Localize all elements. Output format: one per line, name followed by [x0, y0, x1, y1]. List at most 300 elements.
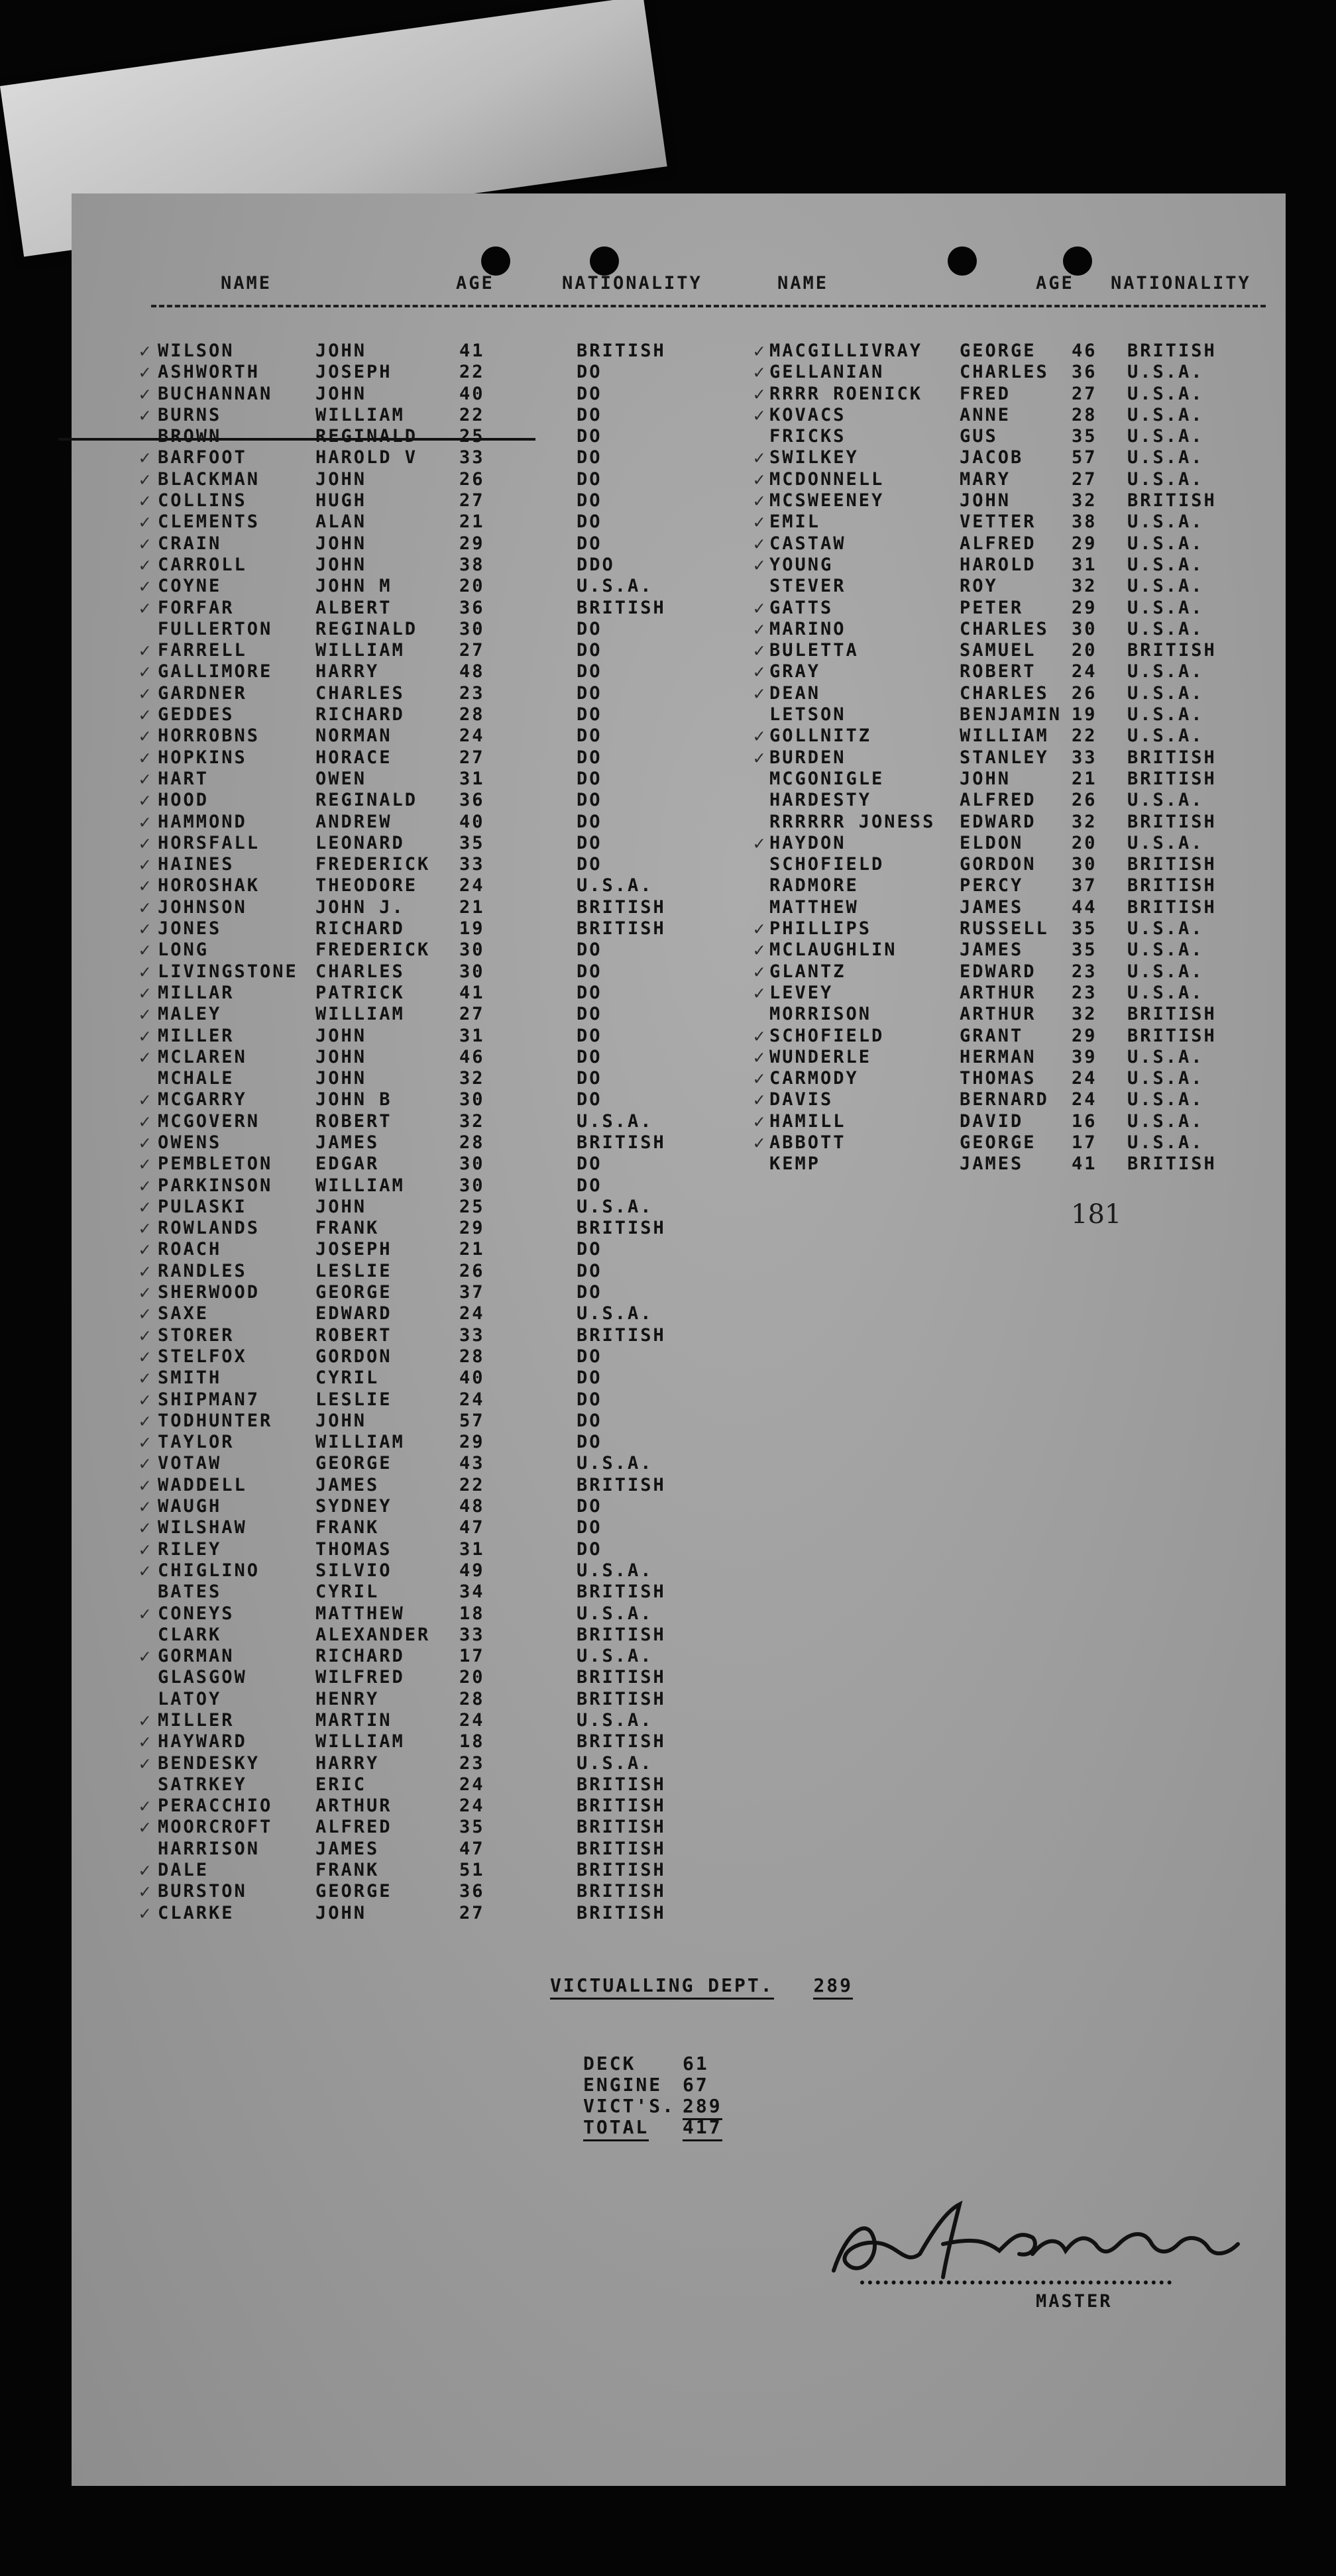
check-mark: ✓ — [753, 596, 767, 619]
check-mark: ✓ — [139, 1431, 152, 1454]
crew-age: 39 — [1072, 1046, 1097, 1067]
total-label: TOTAL — [583, 2116, 649, 2141]
crew-age: 32 — [459, 1068, 485, 1089]
crew-nationality: U.S.A. — [1127, 939, 1204, 961]
crew-age: 57 — [1072, 447, 1097, 468]
crew-given-name: ANNE — [960, 404, 1011, 425]
crew-nationality: DO — [577, 1239, 602, 1260]
nationality-header-right: NATIONALITY — [1111, 273, 1251, 294]
punch-hole — [590, 246, 619, 276]
check-mark: ✓ — [139, 1153, 152, 1175]
crew-age: 27 — [459, 640, 485, 661]
crew-nationality: U.S.A. — [577, 576, 653, 597]
crew-given-name: RUSSELL — [960, 918, 1049, 939]
crew-nationality: BRITISH — [577, 1838, 666, 1859]
crew-surname: SCHOFIELD — [769, 854, 885, 875]
crew-surname: MOORCROFT — [158, 1817, 273, 1838]
crew-given-name: THOMAS — [960, 1068, 1036, 1089]
crew-nationality: U.S.A. — [1127, 576, 1204, 597]
header-divider — [151, 305, 1266, 307]
crew-age: 46 — [1072, 341, 1097, 361]
crew-nationality: DO — [577, 1346, 602, 1367]
crew-given-name: RICHARD — [315, 918, 405, 939]
check-mark: ✓ — [139, 1131, 152, 1154]
check-mark: ✓ — [139, 853, 152, 876]
crew-age: 26 — [459, 468, 485, 490]
crew-nationality: U.S.A. — [1127, 362, 1204, 383]
crew-given-name: HARRY — [315, 661, 380, 682]
crew-surname: CLEMENTS — [158, 511, 260, 533]
crew-age: 47 — [459, 1838, 485, 1859]
crew-age: 23 — [1072, 982, 1097, 1003]
crew-age: 31 — [459, 1538, 485, 1560]
crew-age: 40 — [459, 811, 485, 832]
crew-given-name: JOHN — [315, 1196, 367, 1217]
check-mark: ✓ — [139, 382, 152, 405]
crew-age: 28 — [459, 1688, 485, 1709]
check-mark: ✓ — [139, 1388, 152, 1411]
punch-hole — [948, 246, 977, 276]
crew-nationality: U.S.A. — [1127, 404, 1204, 425]
crew-nationality: BRITISH — [577, 1902, 666, 1923]
crew-surname: MILLAR — [158, 982, 235, 1003]
crew-surname: RADMORE — [769, 875, 859, 896]
crew-surname: MILLER — [158, 1025, 235, 1046]
crew-given-name: CHARLES — [960, 618, 1049, 639]
crew-surname: HAYDON — [769, 832, 846, 853]
crew-surname: CONEYS — [158, 1603, 235, 1624]
check-mark: ✓ — [139, 1260, 152, 1282]
check-mark: ✓ — [139, 1602, 152, 1625]
crew-given-name: JAMES — [960, 896, 1024, 918]
crew-surname: PEMBLETON — [158, 1154, 273, 1175]
crew-age: 20 — [1072, 832, 1097, 853]
check-mark: ✓ — [139, 1003, 152, 1026]
crew-given-name: CYRIL — [315, 1368, 380, 1389]
check-mark: ✓ — [139, 1709, 152, 1731]
crew-given-name: WILLIAM — [315, 1004, 405, 1025]
check-mark: ✓ — [139, 1859, 152, 1882]
crew-nationality: DO — [577, 1068, 602, 1089]
crew-age: 25 — [459, 1196, 485, 1217]
punch-hole — [1063, 246, 1092, 276]
crew-nationality: BRITISH — [577, 896, 666, 918]
crew-age: 27 — [459, 747, 485, 768]
crew-surname: MATTHEW — [769, 896, 859, 918]
crew-nationality: BRITISH — [577, 1474, 666, 1495]
crew-nationality: DO — [577, 362, 602, 383]
crew-age: 21 — [459, 896, 485, 918]
crew-nationality: DO — [577, 447, 602, 468]
crew-age: 41 — [459, 982, 485, 1003]
crew-given-name: JAMES — [315, 1132, 380, 1153]
crew-surname: BENDESKY — [158, 1752, 260, 1774]
crew-given-name: ALFRED — [960, 790, 1036, 811]
check-mark: ✓ — [139, 1880, 152, 1903]
check-mark: ✓ — [139, 1217, 152, 1240]
crew-given-name: EDWARD — [315, 1303, 392, 1324]
crew-surname: SMITH — [158, 1368, 222, 1389]
crew-nationality: BRITISH — [1127, 1154, 1217, 1175]
check-mark: ✓ — [753, 1110, 767, 1132]
crew-nationality: U.S.A. — [1127, 1089, 1204, 1110]
crew-given-name: ARTHUR — [960, 1004, 1036, 1025]
crew-age: 30 — [459, 939, 485, 961]
crew-given-name: HARRY — [315, 1752, 380, 1774]
crew-surname: RANDLES — [158, 1260, 247, 1281]
crew-nationality: U.S.A. — [577, 1710, 653, 1731]
crew-given-name: JOHN — [315, 554, 367, 575]
crew-nationality: U.S.A. — [1127, 918, 1204, 939]
check-mark: ✓ — [753, 981, 767, 1004]
crew-surname: BLACKMAN — [158, 468, 260, 490]
check-mark: ✓ — [139, 682, 152, 704]
crew-given-name: GRANT — [960, 1025, 1024, 1046]
crew-age: 32 — [1072, 811, 1097, 832]
check-mark: ✓ — [753, 918, 767, 940]
crew-given-name: JOHN — [315, 1046, 367, 1067]
crew-age: 36 — [459, 1881, 485, 1902]
check-mark: ✓ — [139, 553, 152, 576]
crew-age: 25 — [459, 426, 485, 447]
crew-given-name: JOHN — [960, 490, 1011, 511]
check-mark: ✓ — [139, 1731, 152, 1753]
check-mark: ✓ — [139, 1645, 152, 1668]
crew-given-name: SILVIO — [315, 1560, 392, 1581]
crew-nationality: U.S.A. — [577, 875, 653, 896]
crew-surname: TODHUNTER — [158, 1410, 273, 1431]
name-header-right: NAME — [777, 273, 829, 294]
crew-given-name: JOHN — [960, 768, 1011, 789]
total-value: 67 — [683, 2074, 709, 2096]
crew-given-name: LEONARD — [315, 832, 405, 853]
crew-given-name: JAMES — [960, 1154, 1024, 1175]
total-value: 289 — [683, 2095, 722, 2120]
crew-nationality: BRITISH — [577, 1667, 666, 1688]
crew-given-name: WILLIAM — [315, 1731, 405, 1752]
check-mark: ✓ — [139, 767, 152, 790]
crew-surname: STELFOX — [158, 1346, 247, 1367]
crew-surname: ASHWORTH — [158, 362, 260, 383]
crew-nationality: DO — [577, 939, 602, 961]
crew-nationality: DO — [577, 383, 602, 404]
crew-given-name: FRANK — [315, 1517, 380, 1538]
crew-given-name: DAVID — [960, 1110, 1024, 1132]
crew-surname: BULETTA — [769, 640, 859, 661]
check-mark: ✓ — [753, 532, 767, 555]
crew-given-name: ROBERT — [315, 1324, 392, 1346]
crew-given-name: THOMAS — [315, 1538, 392, 1560]
crew-surname: GOLLNITZ — [769, 725, 872, 747]
crew-surname: ROWLANDS — [158, 1218, 260, 1239]
crew-nationality: DO — [577, 1282, 602, 1303]
crew-age: 22 — [459, 1474, 485, 1495]
crew-age: 24 — [459, 1710, 485, 1731]
crew-given-name: WILLIAM — [315, 1175, 405, 1196]
crew-given-name: CHARLES — [315, 682, 405, 704]
total-label: VICT'S. — [583, 2095, 676, 2117]
crew-age: 30 — [459, 618, 485, 639]
crew-given-name: JACOB — [960, 447, 1024, 468]
check-mark: ✓ — [139, 490, 152, 512]
crew-nationality: U.S.A. — [1127, 704, 1204, 725]
crew-nationality: U.S.A. — [1127, 790, 1204, 811]
check-mark: ✓ — [753, 340, 767, 362]
check-mark: ✓ — [139, 981, 152, 1004]
crew-age: 49 — [459, 1560, 485, 1581]
crew-surname: MCLAUGHLIN — [769, 939, 897, 961]
crew-given-name: ROBERT — [960, 661, 1036, 682]
crew-given-name: GEORGE — [315, 1282, 392, 1303]
crew-surname: GALLIMORE — [158, 661, 273, 682]
crew-age: 30 — [459, 1175, 485, 1196]
crew-nationality: BRITISH — [1127, 811, 1217, 832]
crew-given-name: RICHARD — [315, 1646, 405, 1667]
check-mark: ✓ — [753, 1131, 767, 1154]
crew-surname: LONG — [158, 939, 209, 961]
crew-given-name: EDWARD — [960, 811, 1036, 832]
crew-given-name: JOHN — [315, 1902, 367, 1923]
crew-given-name: THEODORE — [315, 875, 418, 896]
crew-given-name: GUS — [960, 426, 998, 447]
crew-surname: MALEY — [158, 1004, 222, 1025]
check-mark: ✓ — [753, 403, 767, 426]
crew-age: 19 — [459, 918, 485, 939]
check-mark: ✓ — [139, 1495, 152, 1518]
crew-age: 30 — [1072, 854, 1097, 875]
crew-surname: MORRISON — [769, 1004, 872, 1025]
crew-surname: VOTAW — [158, 1453, 222, 1474]
crew-age: 27 — [459, 490, 485, 511]
crew-given-name: JOHN M — [315, 576, 392, 597]
crew-nationality: U.S.A. — [577, 1303, 653, 1324]
crew-surname: ABBOTT — [769, 1132, 846, 1153]
crew-given-name: JOHN — [315, 1410, 367, 1431]
crew-surname: WILSON — [158, 341, 235, 361]
crew-age: 33 — [459, 1624, 485, 1645]
crew-surname: FARRELL — [158, 640, 247, 661]
crew-given-name: ROY — [960, 576, 998, 597]
crew-nationality: DO — [577, 1260, 602, 1281]
crew-given-name: PERCY — [960, 875, 1024, 896]
crew-surname: JOHNSON — [158, 896, 247, 918]
crew-given-name: JOHN — [315, 383, 367, 404]
check-mark: ✓ — [139, 789, 152, 812]
crew-surname: JONES — [158, 918, 222, 939]
crew-surname: TAYLOR — [158, 1432, 235, 1453]
crew-age: 23 — [459, 682, 485, 704]
crew-nationality: DO — [577, 1175, 602, 1196]
crew-nationality: U.S.A. — [577, 1110, 653, 1132]
crew-given-name: PETER — [960, 597, 1024, 618]
crew-nationality: U.S.A. — [1127, 1110, 1204, 1132]
crew-given-name: JOHN — [315, 341, 367, 361]
crew-given-name: MARY — [960, 468, 1011, 490]
check-mark: ✓ — [139, 1195, 152, 1218]
crew-age: 30 — [459, 1154, 485, 1175]
crew-surname: CARROLL — [158, 554, 247, 575]
crew-given-name: WILLIAM — [960, 725, 1049, 747]
crew-nationality: BRITISH — [577, 918, 666, 939]
crew-surname: BATES — [158, 1582, 222, 1603]
crew-age: 34 — [459, 1582, 485, 1603]
punch-hole — [481, 246, 510, 276]
crew-age: 57 — [459, 1410, 485, 1431]
check-mark: ✓ — [139, 1345, 152, 1368]
crew-nationality: DO — [577, 790, 602, 811]
crew-nationality: DO — [577, 854, 602, 875]
crew-nationality: U.S.A. — [1127, 1068, 1204, 1089]
crew-age: 47 — [459, 1517, 485, 1538]
crew-age: 27 — [1072, 383, 1097, 404]
check-mark: ✓ — [139, 1559, 152, 1582]
check-mark: ✓ — [139, 810, 152, 833]
crew-age: 27 — [1072, 468, 1097, 490]
crew-age: 23 — [1072, 961, 1097, 982]
crew-nationality: BRITISH — [1127, 896, 1217, 918]
check-mark: ✓ — [139, 1281, 152, 1304]
crew-age: 51 — [459, 1860, 485, 1881]
crew-nationality: BRITISH — [577, 1881, 666, 1902]
crew-nationality: U.S.A. — [1127, 383, 1204, 404]
crew-nationality: BRITISH — [1127, 490, 1217, 511]
check-mark: ✓ — [753, 553, 767, 576]
crew-surname: FULLERTON — [158, 618, 273, 639]
crew-given-name: RICHARD — [315, 704, 405, 725]
crew-age: 24 — [459, 1389, 485, 1410]
check-mark: ✓ — [753, 382, 767, 405]
crew-surname: ROACH — [158, 1239, 222, 1260]
crew-nationality: DO — [577, 1368, 602, 1389]
crew-age: 37 — [459, 1282, 485, 1303]
crew-age: 29 — [1072, 597, 1097, 618]
crew-given-name: LESLIE — [315, 1260, 392, 1281]
crew-nationality: U.S.A. — [1127, 468, 1204, 490]
crew-age: 35 — [1072, 918, 1097, 939]
crew-given-name: ELDON — [960, 832, 1024, 853]
crew-surname: HAMMOND — [158, 811, 247, 832]
crew-age: 29 — [459, 1432, 485, 1453]
crew-surname: CRAIN — [158, 533, 222, 554]
crew-nationality: U.S.A. — [1127, 682, 1204, 704]
crew-given-name: JAMES — [315, 1474, 380, 1495]
crew-surname: BURSTON — [158, 1881, 247, 1902]
crew-nationality: BRITISH — [1127, 747, 1217, 768]
crew-age: 43 — [459, 1453, 485, 1474]
crew-given-name: FREDERICK — [315, 939, 431, 961]
crew-age: 41 — [1072, 1154, 1097, 1175]
crew-age: 33 — [1072, 747, 1097, 768]
crew-age: 38 — [459, 554, 485, 575]
crew-surname: BUCHANNAN — [158, 383, 273, 404]
check-mark: ✓ — [139, 896, 152, 918]
crew-given-name: JOHN — [315, 533, 367, 554]
crew-age: 41 — [459, 341, 485, 361]
crew-nationality: BRITISH — [577, 1774, 666, 1795]
crew-given-name: CHARLES — [960, 362, 1049, 383]
crew-age: 22 — [459, 362, 485, 383]
crew-given-name: GEORGE — [315, 1453, 392, 1474]
crew-surname: KEMP — [769, 1154, 821, 1175]
crew-given-name: JOSEPH — [315, 1239, 392, 1260]
crew-surname: PARKINSON — [158, 1175, 273, 1196]
check-mark: ✓ — [139, 1174, 152, 1197]
crew-surname: RRRR ROENICK — [769, 383, 923, 404]
crew-surname: GARDNER — [158, 682, 247, 704]
check-mark: ✓ — [139, 1902, 152, 1924]
crew-given-name: WILLIAM — [315, 640, 405, 661]
crew-nationality: U.S.A. — [1127, 447, 1204, 468]
crew-surname: FRICKS — [769, 426, 846, 447]
crew-given-name: CHARLES — [315, 961, 405, 982]
check-mark: ✓ — [753, 939, 767, 961]
crew-age: 35 — [459, 832, 485, 853]
crew-given-name: FRANK — [315, 1860, 380, 1881]
crew-given-name: WILLIAM — [315, 1432, 405, 1453]
crew-surname: MACGILLIVRAY — [769, 341, 923, 361]
crew-surname: RILEY — [158, 1538, 222, 1560]
crew-surname: HART — [158, 768, 209, 789]
crew-nationality: BRITISH — [577, 1860, 666, 1881]
crew-age: 28 — [1072, 404, 1097, 425]
master-label: MASTER — [1036, 2291, 1113, 2312]
check-mark: ✓ — [139, 1452, 152, 1475]
crew-given-name: NORMAN — [315, 725, 392, 747]
crew-age: 24 — [459, 875, 485, 896]
crew-age: 21 — [459, 1239, 485, 1260]
crew-surname: BURNS — [158, 404, 222, 425]
check-mark: ✓ — [139, 1795, 152, 1817]
crew-surname: COLLINS — [158, 490, 247, 511]
check-mark: ✓ — [139, 1110, 152, 1132]
check-mark: ✓ — [139, 918, 152, 940]
crew-nationality: DO — [577, 725, 602, 747]
crew-nationality: DO — [577, 961, 602, 982]
crew-given-name: ANDREW — [315, 811, 392, 832]
check-mark: ✓ — [139, 447, 152, 469]
check-mark: ✓ — [139, 340, 152, 362]
crew-given-name: BENJAMIN — [960, 704, 1062, 725]
crew-nationality: DO — [577, 682, 602, 704]
crew-given-name: HAROLD V — [315, 447, 418, 468]
crew-given-name: REGINALD — [315, 426, 418, 447]
crew-age: 29 — [1072, 1025, 1097, 1046]
crew-age: 28 — [459, 1346, 485, 1367]
crew-given-name: EDWARD — [960, 961, 1036, 982]
crew-nationality: DO — [577, 811, 602, 832]
check-mark: ✓ — [139, 1238, 152, 1261]
crew-surname: OWENS — [158, 1132, 222, 1153]
crew-nationality: DO — [577, 1004, 602, 1025]
crew-given-name: HERMAN — [960, 1046, 1036, 1067]
crew-given-name: JOHN — [315, 468, 367, 490]
crew-nationality: DO — [577, 747, 602, 768]
crew-age: 37 — [1072, 875, 1097, 896]
crew-nationality: U.S.A. — [577, 1752, 653, 1774]
crew-surname: CASTAW — [769, 533, 846, 554]
crew-nationality: U.S.A. — [1127, 618, 1204, 639]
crew-surname: CLARKE — [158, 1902, 235, 1923]
crew-age: 36 — [459, 597, 485, 618]
crew-age: 33 — [459, 447, 485, 468]
crew-age: 24 — [1072, 1089, 1097, 1110]
crew-age: 24 — [459, 725, 485, 747]
crew-age: 27 — [459, 1004, 485, 1025]
crew-given-name: ALAN — [315, 511, 367, 533]
total-value: 417 — [683, 2116, 722, 2141]
crew-age: 19 — [1072, 704, 1097, 725]
crew-given-name: REGINALD — [315, 790, 418, 811]
